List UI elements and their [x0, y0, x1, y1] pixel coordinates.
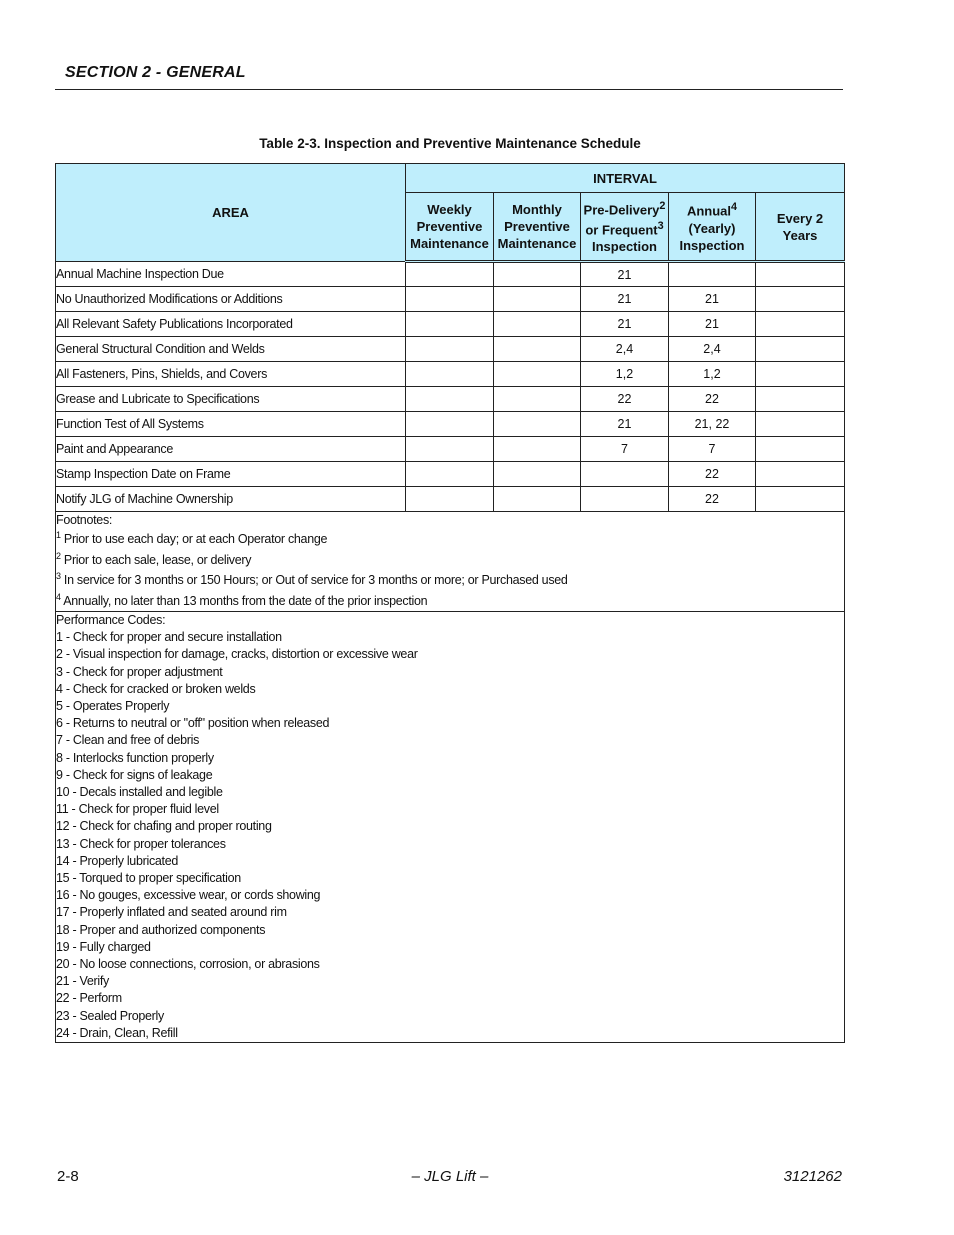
- header-text: or Frequent: [585, 222, 658, 238]
- table-row: [56, 462, 845, 487]
- monthly-cell: [494, 362, 581, 387]
- monthly-cell: [494, 337, 581, 362]
- header-line: Inspection: [679, 237, 745, 253]
- footnote-item: [56, 550, 844, 571]
- header-line: Preventive: [504, 219, 570, 234]
- footnote-item: [56, 529, 844, 550]
- column-header-annual: [669, 193, 756, 262]
- predelivery-cell: 21: [581, 287, 669, 312]
- performance-code-item: 2 - Visual inspection for damage, cracks, distortion or excessive wear: [56, 647, 418, 662]
- area-cell: General Structural Condition and Welds: [56, 337, 406, 362]
- predelivery-cell: [581, 487, 669, 512]
- column-header-predelivery: [581, 193, 669, 262]
- performance-code-item: 9 - Check for signs of leakage: [56, 767, 213, 782]
- table-row: [56, 337, 845, 362]
- header-line: [669, 199, 755, 219]
- performance-code-item: 12 - Check for chafing and proper routing: [56, 819, 272, 834]
- weekly-cell: [406, 337, 494, 362]
- annual-cell: 22: [669, 462, 756, 487]
- monthly-cell: [494, 412, 581, 437]
- annual-cell: 21, 22: [669, 412, 756, 437]
- predelivery-cell: 1,2: [581, 362, 669, 387]
- footnote-number: 1: [56, 530, 61, 540]
- annual-cell: 21: [669, 287, 756, 312]
- table-row: [56, 287, 845, 312]
- monthly-cell: [494, 462, 581, 487]
- footnote-ref: 3: [657, 220, 664, 232]
- footnote-number: 4: [56, 591, 61, 602]
- footnote-text: Annually, no later than 13 months from the date of the prior inspection: [63, 593, 428, 608]
- performance-code-item: 10 - Decals installed and legible: [56, 785, 223, 800]
- performance-code-item: 20 - No loose connections, corrosion, or abrasions: [56, 957, 320, 972]
- performance-code-item: 19 - Fully charged: [56, 939, 151, 954]
- header-line: [581, 198, 668, 218]
- footnote-text: In service for 3 months or 150 Hours; or Out of service for 3 months or more; or Purchased used: [63, 573, 568, 587]
- table-row: [56, 412, 845, 437]
- header-rule: [55, 89, 843, 90]
- area-cell: All Relevant Safety Publications Incorporated: [56, 312, 406, 337]
- header-line: Monthly: [512, 202, 562, 217]
- every-2-years-cell: [756, 287, 845, 312]
- performance-code-item: 18 - Proper and authorized components: [56, 922, 266, 937]
- monthly-cell: [494, 262, 581, 287]
- annual-cell: 21: [669, 312, 756, 337]
- weekly-cell: [406, 437, 494, 462]
- header-line: [581, 218, 668, 238]
- table-row: [56, 312, 845, 337]
- annual-cell: 2,4: [669, 337, 756, 362]
- performance-codes-title: Performance Codes:: [56, 613, 166, 627]
- annual-cell: [669, 262, 756, 287]
- performance-code-item: 6 - Returns to neutral or "off" position when released: [56, 716, 330, 731]
- performance-code-item: 15 - Torqued to proper specification: [56, 871, 241, 886]
- area-cell: Annual Machine Inspection Due: [56, 262, 406, 287]
- header-line: Preventive: [416, 219, 483, 234]
- performance-code-item: 4 - Check for cracked or broken welds: [56, 681, 256, 696]
- table-row: [56, 262, 845, 287]
- performance-codes-row: [56, 612, 845, 1043]
- table-row: [56, 437, 845, 462]
- every-2-years-cell: [756, 262, 845, 287]
- predelivery-cell: 21: [581, 312, 669, 337]
- performance-code-item: 22 - Perform: [56, 991, 122, 1006]
- performance-code-item: 21 - Verify: [56, 974, 109, 989]
- weekly-cell: [406, 287, 494, 312]
- weekly-cell: [406, 262, 494, 287]
- table-row: [56, 387, 845, 412]
- annual-cell: 22: [669, 487, 756, 512]
- performance-code-item: 8 - Interlocks function properly: [56, 750, 214, 765]
- weekly-cell: [406, 362, 494, 387]
- header-line: (Yearly): [688, 220, 736, 236]
- every-2-years-cell: [756, 337, 845, 362]
- header-line: Weekly: [427, 202, 472, 217]
- table-title: Table 2-3. Inspection and Preventive Maintenance Schedule: [259, 136, 641, 151]
- performance-code-item: 23 - Sealed Properly: [56, 1008, 164, 1023]
- footnotes-cell: [56, 512, 845, 612]
- monthly-cell: [494, 287, 581, 312]
- header-text: Pre-Delivery: [583, 202, 660, 217]
- every-2-years-cell: [756, 462, 845, 487]
- footer-publisher: – JLG Lift –: [411, 1168, 489, 1185]
- area-cell: Grease and Lubricate to Specifications: [56, 387, 406, 412]
- header-text: Annual: [686, 203, 732, 219]
- annual-cell: 22: [669, 387, 756, 412]
- footnote-item: [56, 570, 844, 591]
- performance-code-item: 13 - Check for proper tolerances: [56, 836, 226, 851]
- column-header-weekly: [406, 193, 494, 262]
- column-header-every-2-years: [756, 193, 845, 262]
- monthly-cell: [494, 487, 581, 512]
- weekly-cell: [406, 412, 494, 437]
- header-line: Inspection: [591, 239, 657, 255]
- footnote-item: [56, 591, 844, 612]
- column-header-monthly: [494, 193, 581, 262]
- predelivery-cell: 22: [581, 387, 669, 412]
- annual-cell: 7: [669, 437, 756, 462]
- performance-code-item: 3 - Check for proper adjustment: [56, 664, 223, 679]
- table-body: [56, 262, 845, 512]
- performance-code-item: 5 - Operates Properly: [56, 699, 170, 714]
- header-line: Maintenance: [497, 236, 577, 251]
- header-line: Every 2: [776, 210, 824, 226]
- document-number: 3121262: [783, 1168, 842, 1185]
- column-header-area: AREA: [56, 164, 406, 262]
- predelivery-cell: [581, 462, 669, 487]
- performance-codes-cell: [56, 612, 845, 1043]
- every-2-years-cell: [756, 437, 845, 462]
- footnote-ref: 4: [731, 201, 738, 214]
- predelivery-cell: 21: [581, 412, 669, 437]
- maintenance-schedule-table: [55, 163, 845, 1043]
- area-cell: All Fasteners, Pins, Shields, and Covers: [56, 362, 406, 387]
- performance-code-item: 14 - Properly lubricated: [56, 853, 179, 868]
- monthly-cell: [494, 437, 581, 462]
- footnote-number: 2: [56, 550, 61, 561]
- section-header: SECTION 2 - GENERAL: [65, 64, 246, 81]
- monthly-cell: [494, 387, 581, 412]
- performance-code-item: 24 - Drain, Clean, Refill: [56, 1025, 178, 1040]
- annual-cell: 1,2: [669, 362, 756, 387]
- predelivery-cell: 2,4: [581, 337, 669, 362]
- table-header-row-1: [56, 164, 845, 193]
- weekly-cell: [406, 312, 494, 337]
- every-2-years-cell: [756, 312, 845, 337]
- area-cell: Paint and Appearance: [56, 437, 406, 462]
- weekly-cell: [406, 487, 494, 512]
- every-2-years-cell: [756, 487, 845, 512]
- performance-code-item: 17 - Properly inflated and seated around rim: [56, 905, 287, 920]
- table-row: [56, 362, 845, 387]
- performance-code-item: 7 - Clean and free of debris: [56, 733, 200, 748]
- footnote-number: 3: [56, 571, 61, 581]
- footnotes-row: [56, 512, 845, 612]
- footnote-ref: 2: [659, 199, 666, 212]
- page-number: 2-8: [57, 1168, 79, 1185]
- table-row: [56, 487, 845, 512]
- area-cell: Function Test of All Systems: [56, 412, 406, 437]
- area-cell: No Unauthorized Modifications or Additions: [56, 287, 406, 312]
- monthly-cell: [494, 312, 581, 337]
- performance-code-item: 1 - Check for proper and secure installation: [56, 630, 282, 645]
- header-line: Years: [782, 227, 818, 243]
- footnote-text: Prior to each sale, lease, or delivery: [63, 552, 252, 567]
- every-2-years-cell: [756, 387, 845, 412]
- area-cell: Stamp Inspection Date on Frame: [56, 462, 406, 487]
- predelivery-cell: 7: [581, 437, 669, 462]
- weekly-cell: [406, 387, 494, 412]
- every-2-years-cell: [756, 362, 845, 387]
- predelivery-cell: 21: [581, 262, 669, 287]
- weekly-cell: [406, 462, 494, 487]
- every-2-years-cell: [756, 412, 845, 437]
- performance-code-item: 16 - No gouges, excessive wear, or cords showing: [56, 888, 321, 903]
- header-line: Maintenance: [410, 236, 489, 251]
- column-header-interval: INTERVAL: [406, 164, 845, 193]
- footnotes-title: Footnotes:: [56, 513, 113, 527]
- footnote-text: Prior to use each day; or at each Operator change: [63, 532, 328, 546]
- area-cell: Notify JLG of Machine Ownership: [56, 487, 406, 512]
- performance-code-item: 11 - Check for proper fluid level: [56, 802, 219, 817]
